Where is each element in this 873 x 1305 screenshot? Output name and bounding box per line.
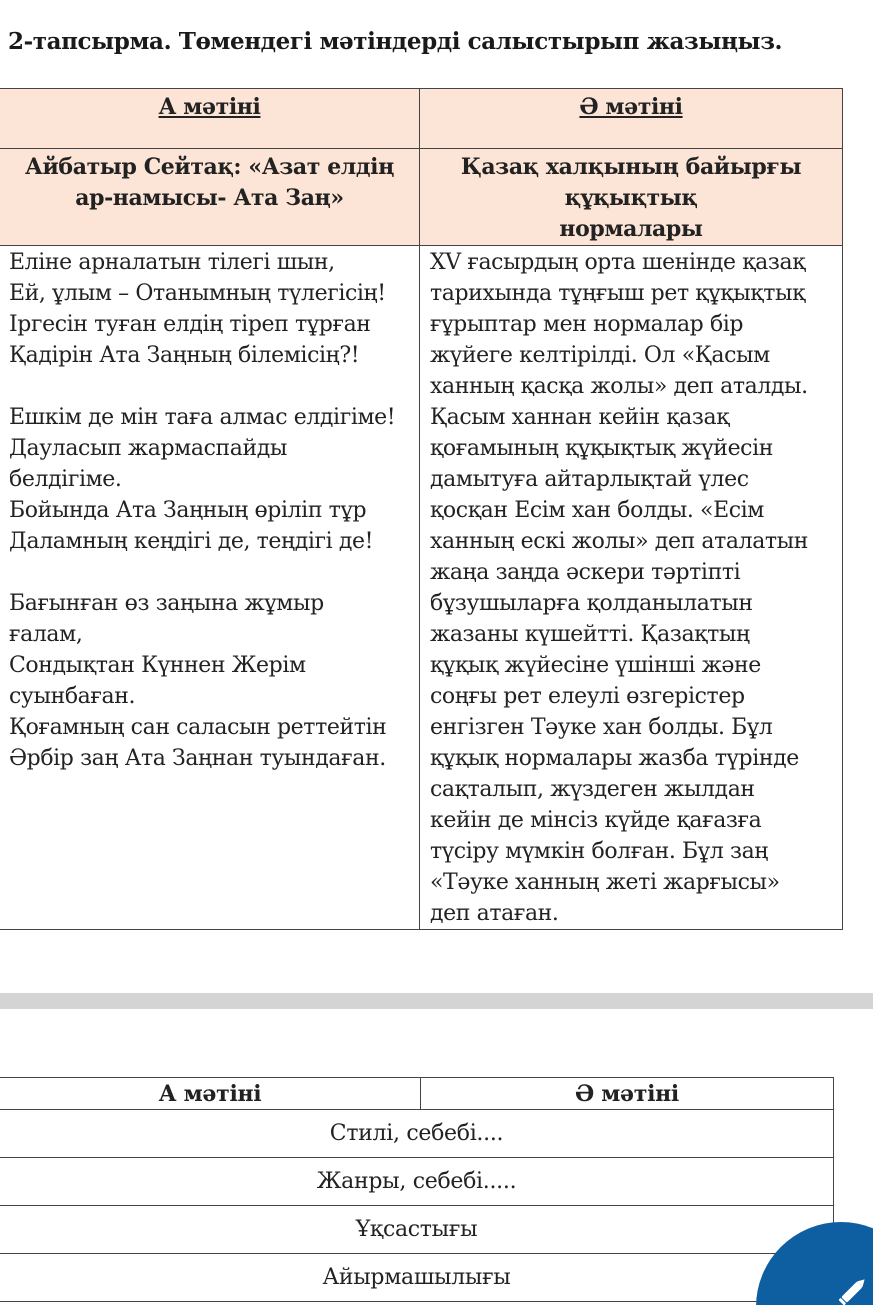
col-b-title: [420, 149, 843, 246]
prose-line: тарихында тұңғыш рет құқықтық: [430, 281, 806, 306]
prose-line: «Тәуке ханның жеті жарғысы»: [430, 870, 780, 895]
col-b-header-cell: [420, 89, 843, 149]
comparison-row-difference: [0, 1254, 834, 1302]
poem-line: Ешкім де мін таға алмас елдігіме!: [9, 405, 396, 430]
poem-line: Іргесін туған елдің тіреп тұрған: [9, 312, 371, 337]
prose-line: жүйеге келтірілді. Ол «Қасым: [430, 343, 770, 368]
poem-line: Қадірін Ата Заңның білемісің?!: [9, 343, 360, 368]
col-a-header: А мәтіні: [158, 94, 261, 120]
prose-text-b: [420, 246, 843, 930]
task-title: 2-тапсырма. Төмендегі мәтіндерді салыстырып жазыңыз.: [8, 28, 783, 55]
comparison-header-row: [0, 1078, 834, 1110]
poem-line: Сондықтан Күннен Жерім: [9, 653, 306, 678]
poem-line: белдігіме.: [9, 467, 122, 492]
col-a-title: [0, 149, 420, 246]
prose-line: құқық жүйесіне үшінші және: [430, 653, 761, 678]
poem-line: Бойында Ата Заңның өріліп тұр: [9, 498, 367, 523]
poem-line: Ей, ұлым – Отанымның түлегісің!: [9, 281, 386, 306]
prose-line: Қасым ханнан кейін қазақ: [430, 405, 730, 430]
prose-line: соңғы рет елеулі өзгерістер: [430, 684, 745, 709]
poem-line: Әрбір заң Ата Заңнан туындаған.: [9, 746, 386, 771]
prose-line: қоғамының құқықтық жүйесін: [430, 436, 774, 461]
poem-line: Бағынған өз заңына жұмыр: [9, 591, 324, 616]
prose-line: бұзушыларға қолданылатын: [430, 591, 753, 616]
row-similarity-label: Ұқсастығы: [0, 1206, 834, 1254]
texts-table: [0, 88, 843, 930]
stanza-gap: [9, 371, 419, 402]
comparison-col-b-header: Ә мәтіні: [421, 1078, 834, 1110]
col-a-title-line: ар-намысы- Ата Заң»: [75, 185, 344, 211]
prose-line: жаңа заңда әскери тәртіпті: [430, 560, 741, 585]
prose-line: қосқан Есім хан болды. «Есім: [430, 498, 765, 523]
col-b-header: Ә мәтіні: [579, 94, 683, 120]
stanza-gap: [9, 557, 419, 588]
col-b-title-line: Қазақ халқының байырғы: [460, 154, 802, 180]
section-divider: [0, 993, 873, 1009]
col-a-header-cell: [0, 89, 420, 149]
row-style-label: Стилі, себебі....: [0, 1110, 834, 1158]
prose-line: ғұрыптар мен нормалар бір: [430, 312, 744, 337]
texts-table-header-row: [0, 89, 843, 149]
col-b-title-line: құқықтық: [564, 185, 698, 211]
comparison-row-style: [0, 1110, 834, 1158]
prose-line: дамытуға айтарлықтай үлес: [430, 467, 749, 492]
comparison-row-genre: [0, 1158, 834, 1206]
row-difference-label: Айырмашылығы: [0, 1254, 834, 1302]
prose-line: енгізген Тәуке хан болды. Бұл: [430, 715, 773, 740]
comparison-col-a-header: А мәтіні: [0, 1078, 421, 1110]
prose-line: сақталып, жүздеген жылдан: [430, 777, 755, 802]
col-b-title-line: нормалары: [559, 216, 703, 242]
texts-table-body-row: [0, 246, 843, 930]
row-genre-label: Жанры, себебі.....: [0, 1158, 834, 1206]
poem-line: суынбаған.: [9, 684, 136, 709]
col-a-title-line: Айбатыр Сейтақ: «Азат елдің: [25, 154, 394, 180]
prose-line: құқық нормалары жазба түрінде: [430, 746, 799, 771]
prose-line: кейін де мінсіз күйде қағазға: [430, 808, 762, 833]
comparison-row-similarity: [0, 1206, 834, 1254]
prose-line: ханның ескі жолы» деп аталатын: [430, 529, 809, 554]
poem-text-a: [0, 246, 420, 930]
prose-line: XV ғасырдың орта шенінде қазақ: [430, 250, 806, 275]
poem-line: Еліне арналатын тілегі шын,: [9, 250, 335, 275]
poem-line: ғалам,: [9, 622, 83, 647]
poem-line: Қоғамның сан саласын реттейтін: [9, 715, 387, 740]
texts-table-title-row: [0, 149, 843, 246]
prose-line: ханның қасқа жолы» деп аталды.: [430, 374, 808, 399]
prose-line: түсіру мүмкін болған. Бұл заң: [430, 839, 769, 864]
prose-line: деп атаған.: [430, 901, 559, 926]
poem-line: Даламның кеңдігі де, теңдігі де!: [9, 529, 374, 554]
pencil-icon: [834, 1270, 873, 1305]
comparison-table: [0, 1077, 834, 1302]
poem-line: Дауласып жармаспайды: [9, 436, 288, 461]
prose-line: жазаны күшейтті. Қазақтың: [430, 622, 750, 647]
